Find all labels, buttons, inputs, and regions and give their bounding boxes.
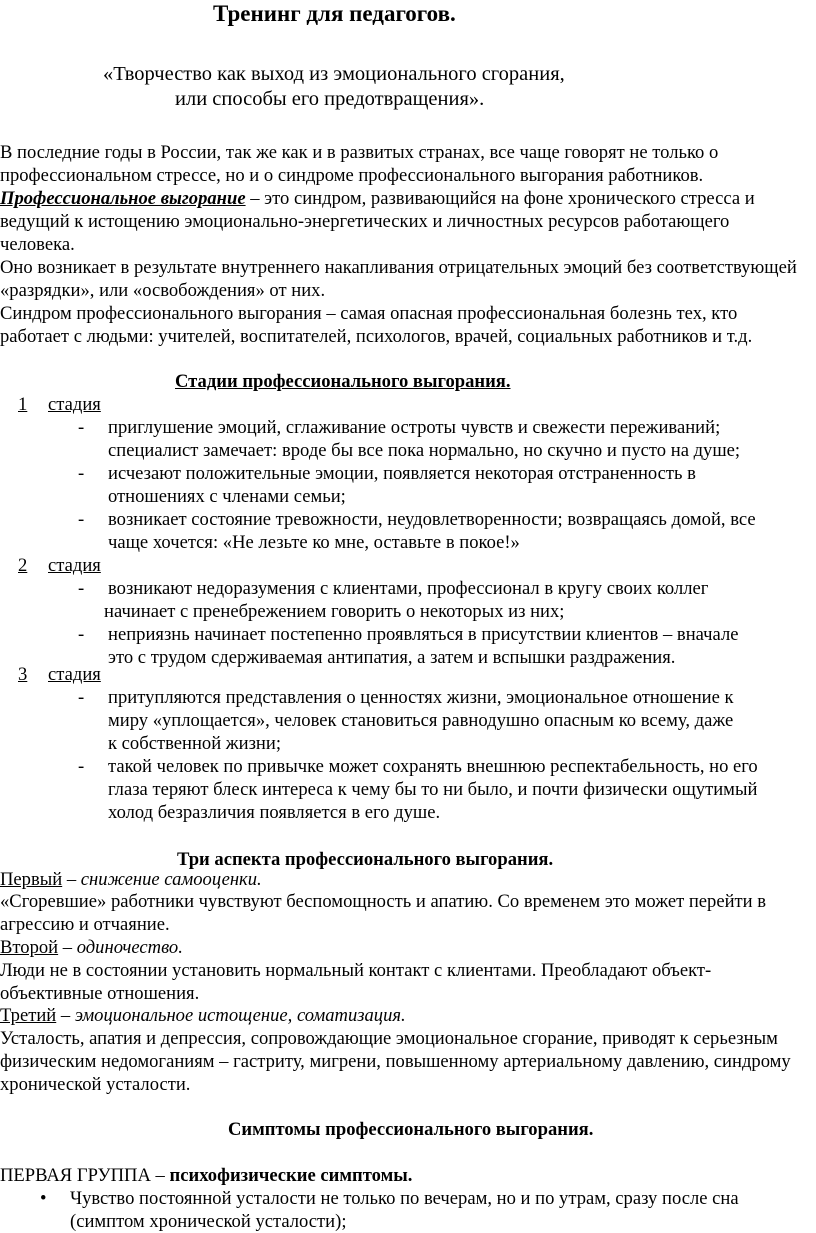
- aspect-3-description: Усталость, апатия и депрессия, сопровождающие эмоциональное сгорание, приводят к серьезным физическим недомоганиям – гастриту, мигрени, повышенному артериальному давлению, синдрому хронической усталости.: [0, 1028, 791, 1095]
- stage-1-item-2-line-2: отношениях с членами семьи;: [108, 486, 346, 507]
- dash-marker: -: [78, 578, 85, 599]
- stage-1-item-3-line-1: возникает состояние тревожности, неудовлетворенности; возвращаясь домой, все: [108, 509, 756, 530]
- intro-paragraph-2: [0, 187, 808, 256]
- stage-3-item-2-line-3: холод безразличия появляется в его душе.: [108, 802, 441, 823]
- aspect-1-description: «Сгоревшие» работники чувствуют беспомощность и апатию. Со временем это может перейти в агрессию и отчаяние.: [0, 891, 767, 935]
- group-1-prefix: ПЕРВАЯ ГРУППА –: [0, 1165, 170, 1186]
- stage-2-label: стадия: [48, 555, 101, 576]
- aspect-1-caption: снижение самооценки.: [80, 869, 262, 890]
- intro-paragraph-1: [0, 141, 808, 187]
- stage-1-item-2-line-1: исчезают положительные эмоции, появляется некоторая отстраненность в: [108, 463, 696, 484]
- aspect-3-text: [0, 1027, 808, 1096]
- stage-2-item-1-line-1: возникают недоразумения с клиентами, профессионал в кругу своих коллег: [108, 578, 709, 599]
- aspect-3-name: Третий: [0, 1005, 57, 1026]
- symptom-1-line-1: Чувство постоянной усталости не только по вечерам, но и по утрам, сразу после сна: [70, 1188, 739, 1209]
- stage-1-item-3-line-2: чаще хочется: «Не лезьте ко мне, оставьте в покое!»: [108, 532, 520, 553]
- stage-2-item-2-line-2: это с трудом сдерживаемая антипатия, а затем и вспышки раздражения.: [108, 647, 676, 668]
- aspects-heading: Три аспекта профессионального выгорания.: [177, 849, 554, 870]
- dash-marker: -: [78, 624, 85, 645]
- stage-3-item-1-line-2: миру «уплощается», человек становиться равнодушно опасным ко всему, даже: [108, 710, 734, 731]
- stage-1-item-1-line-2: специалист замечает: вроде бы все пока нормально, но скучно и пусто на душе;: [108, 440, 741, 461]
- stage-2-item-2-line-1: неприязнь начинает постепенно проявляться в присутствии клиентов – вначале: [108, 624, 739, 645]
- aspect-1-title: [0, 868, 808, 891]
- aspect-2-description: Люди не в состоянии установить нормальный контакт с клиентами. Преобладают объект-объективные отношения.: [0, 960, 712, 1004]
- aspect-2-title: [0, 936, 808, 959]
- intro-paragraph-4: [0, 302, 808, 348]
- intro-text-1: В последние годы в России, так же как и в развитых странах, все чаще говорят не только о профессиональном стрессе, но и о синдроме профессионального выгорания работников.: [0, 142, 719, 186]
- aspect-2-name: Второй: [0, 937, 59, 958]
- intro-text-2: – это синдром, развивающийся на фоне хронического стресса и ведущий к истощению эмоционально-энергетических и личностных ресурсов работающего человека.: [0, 188, 755, 255]
- aspect-1-name: Первый: [0, 869, 63, 890]
- symptom-1-line-2: (симптом хронической усталости);: [70, 1211, 347, 1232]
- stage-1-label: стадия: [48, 394, 101, 415]
- aspect-1-text: [0, 890, 808, 936]
- stage-3-item-2-line-2: глаза теряют блеск интереса к чему бы то ни было, и почти физически ощутимый: [108, 779, 758, 800]
- aspect-2-caption: одиночество.: [76, 937, 183, 958]
- aspect-3-caption: эмоциональное истощение, соматизация.: [74, 1005, 406, 1026]
- stage-2-item-1-line-2: начинает с пренебрежением говорить о некоторых из них;: [104, 601, 565, 622]
- aspect-dash: –: [56, 1005, 75, 1026]
- subtitle-line-1: «Творчество как выход из эмоционального сгорания,: [103, 63, 565, 85]
- symptoms-group-1: [0, 1164, 808, 1187]
- term-burnout: Профессиональное выгорание: [0, 188, 246, 209]
- intro-paragraph-3: [0, 256, 808, 302]
- stage-3-label: стадия: [48, 664, 101, 685]
- symptoms-heading: Симптомы профессионального выгорания.: [228, 1119, 594, 1140]
- aspect-dash: –: [58, 937, 77, 958]
- group-1-title: психофизические симптомы.: [169, 1165, 413, 1186]
- dash-marker: -: [78, 756, 85, 777]
- stage-3-number: 3: [18, 664, 28, 685]
- stage-1-item-1-line-1: приглушение эмоций, сглаживание остроты чувств и свежести переживаний;: [108, 417, 721, 438]
- stage-1-number: 1: [18, 394, 28, 415]
- subtitle-line-2: или способы его предотвращения».: [175, 88, 485, 110]
- bullet-marker: •: [40, 1188, 47, 1209]
- intro-text-4: Синдром профессионального выгорания – самая опасная профессиональная болезнь тех, кто работает с людьми: учителей, воспитателей, психологов, врачей, социальных работников и т.д.: [0, 303, 753, 347]
- aspect-dash: –: [62, 869, 81, 890]
- dash-marker: -: [78, 463, 85, 484]
- stage-3-item-1-line-1: притупляются представления о ценностях жизни, эмоциональное отношение к: [108, 687, 734, 708]
- document-title: Тренинг для педагогов.: [213, 1, 456, 26]
- aspect-3-title: [0, 1004, 808, 1027]
- dash-marker: -: [78, 417, 85, 438]
- stage-2-number: 2: [18, 555, 28, 576]
- aspect-2-text: [0, 959, 808, 1005]
- stages-heading: Стадии профессионального выгорания.: [175, 371, 511, 392]
- stage-3-item-2-line-1: такой человек по привычке может сохранять внешнюю респектабельность, но его: [108, 756, 758, 777]
- stage-3-item-1-line-3: к собственной жизни;: [108, 733, 281, 754]
- intro-text-3: Оно возникает в результате внутреннего накапливания отрицательных эмоций без соответствующей «разрядки», или «освобождения» от них.: [0, 257, 797, 301]
- dash-marker: -: [78, 509, 85, 530]
- dash-marker: -: [78, 687, 85, 708]
